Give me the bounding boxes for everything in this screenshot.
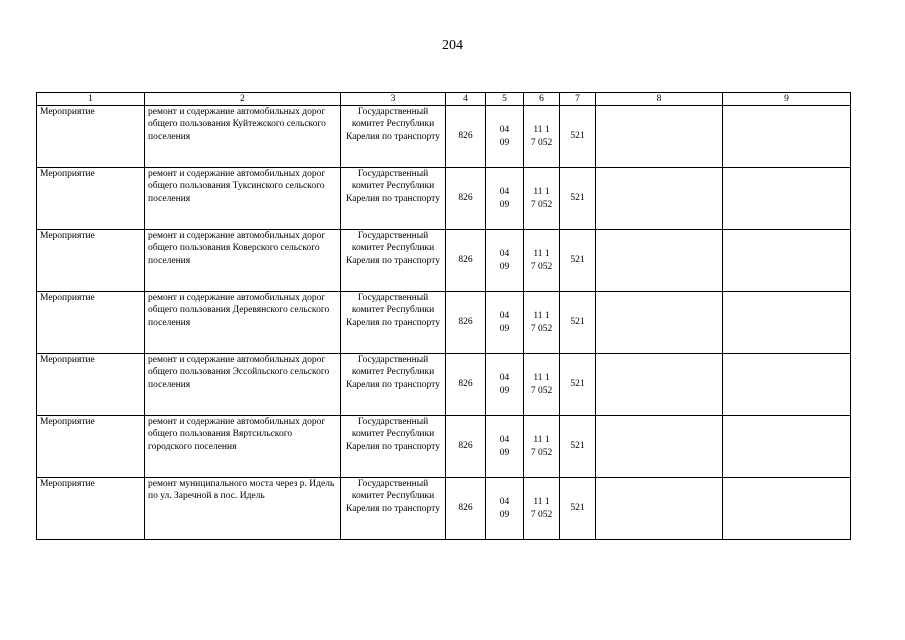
row-rz: 04 bbox=[499, 435, 510, 446]
table-row bbox=[37, 354, 851, 416]
col-header-7: 7 bbox=[560, 93, 596, 106]
row-csr-2: 7 052 bbox=[530, 199, 553, 210]
table-row bbox=[37, 168, 851, 230]
row-col9 bbox=[723, 292, 851, 354]
row-csr-1: 11 1 bbox=[533, 249, 550, 260]
row-type: Мероприятие bbox=[37, 230, 145, 292]
row-csr bbox=[524, 292, 560, 354]
row-section bbox=[486, 106, 524, 168]
row-name: ремонт и содержание автомобильных дорог общего пользования Куйтежского сельского поселения bbox=[145, 106, 341, 168]
row-csr bbox=[524, 416, 560, 478]
row-col8 bbox=[596, 106, 723, 168]
row-rz: 04 bbox=[499, 311, 510, 322]
row-type: Мероприятие bbox=[37, 416, 145, 478]
row-grbs: 826 bbox=[446, 106, 486, 168]
row-section bbox=[486, 416, 524, 478]
row-administrator: Государственный комитет Республики Карелия по транспорту bbox=[341, 478, 446, 540]
row-grbs: 826 bbox=[446, 230, 486, 292]
row-name: ремонт и содержание автомобильных дорог общего пользования Туксинского сельского поселения bbox=[145, 168, 341, 230]
row-section bbox=[486, 230, 524, 292]
row-rz: 04 bbox=[499, 249, 510, 260]
row-vr: 521 bbox=[560, 354, 596, 416]
row-col8 bbox=[596, 354, 723, 416]
col-header-3: 3 bbox=[341, 93, 446, 106]
row-csr-2: 7 052 bbox=[530, 137, 553, 148]
row-pr: 09 bbox=[499, 261, 510, 272]
row-administrator: Государственный комитет Республики Карелия по транспорту bbox=[341, 354, 446, 416]
row-vr: 521 bbox=[560, 478, 596, 540]
row-csr-2: 7 052 bbox=[530, 323, 553, 334]
row-pr: 09 bbox=[499, 323, 510, 334]
row-name: ремонт муниципального моста через р. Идель по ул. Заречной в пос. Идель bbox=[145, 478, 341, 540]
row-csr-2: 7 052 bbox=[530, 509, 553, 520]
row-col9 bbox=[723, 168, 851, 230]
row-rz: 04 bbox=[499, 497, 510, 508]
col-header-1: 1 bbox=[37, 93, 145, 106]
row-col9 bbox=[723, 230, 851, 292]
row-section bbox=[486, 292, 524, 354]
row-col9 bbox=[723, 106, 851, 168]
row-name: ремонт и содержание автомобильных дорог общего пользования Вяртсильского городского поселения bbox=[145, 416, 341, 478]
table-row bbox=[37, 478, 851, 540]
row-vr: 521 bbox=[560, 292, 596, 354]
col-header-5: 5 bbox=[486, 93, 524, 106]
row-csr-2: 7 052 bbox=[530, 261, 553, 272]
row-pr: 09 bbox=[499, 447, 510, 458]
row-col8 bbox=[596, 292, 723, 354]
row-grbs: 826 bbox=[446, 292, 486, 354]
row-name: ремонт и содержание автомобильных дорог общего пользования Деревянского сельского поселения bbox=[145, 292, 341, 354]
row-section bbox=[486, 168, 524, 230]
row-csr-1: 11 1 bbox=[533, 373, 550, 384]
row-col8 bbox=[596, 230, 723, 292]
row-csr-1: 11 1 bbox=[533, 497, 550, 508]
row-col8 bbox=[596, 416, 723, 478]
budget-table bbox=[36, 92, 851, 540]
row-csr-1: 11 1 bbox=[533, 311, 550, 322]
row-section bbox=[486, 478, 524, 540]
row-type: Мероприятие bbox=[37, 106, 145, 168]
row-type: Мероприятие bbox=[37, 354, 145, 416]
row-grbs: 826 bbox=[446, 354, 486, 416]
row-name: ремонт и содержание автомобильных дорог общего пользования Коверского сельского поселения bbox=[145, 230, 341, 292]
row-csr-1: 11 1 bbox=[533, 435, 550, 446]
row-administrator: Государственный комитет Республики Карелия по транспорту bbox=[341, 292, 446, 354]
col-header-6: 6 bbox=[524, 93, 560, 106]
row-name: ремонт и содержание автомобильных дорог общего пользования Эссойльского сельского поселения bbox=[145, 354, 341, 416]
row-type: Мероприятие bbox=[37, 478, 145, 540]
row-pr: 09 bbox=[499, 199, 510, 210]
row-csr bbox=[524, 230, 560, 292]
row-rz: 04 bbox=[499, 125, 510, 136]
row-csr-2: 7 052 bbox=[530, 385, 553, 396]
row-csr bbox=[524, 106, 560, 168]
table-row bbox=[37, 292, 851, 354]
row-col8 bbox=[596, 478, 723, 540]
col-header-9: 9 bbox=[723, 93, 851, 106]
row-csr-1: 11 1 bbox=[533, 125, 550, 136]
row-vr: 521 bbox=[560, 106, 596, 168]
row-col9 bbox=[723, 354, 851, 416]
row-grbs: 826 bbox=[446, 416, 486, 478]
row-rz: 04 bbox=[499, 373, 510, 384]
table-row bbox=[37, 416, 851, 478]
row-vr: 521 bbox=[560, 416, 596, 478]
row-col9 bbox=[723, 416, 851, 478]
row-rz: 04 bbox=[499, 187, 510, 198]
row-section bbox=[486, 354, 524, 416]
row-grbs: 826 bbox=[446, 168, 486, 230]
col-header-4: 4 bbox=[446, 93, 486, 106]
row-administrator: Государственный комитет Республики Карелия по транспорту bbox=[341, 230, 446, 292]
row-csr bbox=[524, 478, 560, 540]
row-pr: 09 bbox=[499, 137, 510, 148]
col-header-8: 8 bbox=[596, 93, 723, 106]
row-administrator: Государственный комитет Республики Карелия по транспорту bbox=[341, 168, 446, 230]
page-number: 204 bbox=[442, 38, 463, 53]
row-col8 bbox=[596, 168, 723, 230]
table-row bbox=[37, 230, 851, 292]
row-csr-2: 7 052 bbox=[530, 447, 553, 458]
row-grbs: 826 bbox=[446, 478, 486, 540]
row-pr: 09 bbox=[499, 509, 510, 520]
row-type: Мероприятие bbox=[37, 168, 145, 230]
table-row bbox=[37, 106, 851, 168]
col-header-2: 2 bbox=[145, 93, 341, 106]
row-csr bbox=[524, 168, 560, 230]
row-csr-1: 11 1 bbox=[533, 187, 550, 198]
header-row bbox=[37, 93, 851, 106]
row-vr: 521 bbox=[560, 230, 596, 292]
row-administrator: Государственный комитет Республики Карелия по транспорту bbox=[341, 416, 446, 478]
row-csr bbox=[524, 354, 560, 416]
row-col9 bbox=[723, 478, 851, 540]
row-vr: 521 bbox=[560, 168, 596, 230]
row-pr: 09 bbox=[499, 385, 510, 396]
row-type: Мероприятие bbox=[37, 292, 145, 354]
row-administrator: Государственный комитет Республики Карелия по транспорту bbox=[341, 106, 446, 168]
